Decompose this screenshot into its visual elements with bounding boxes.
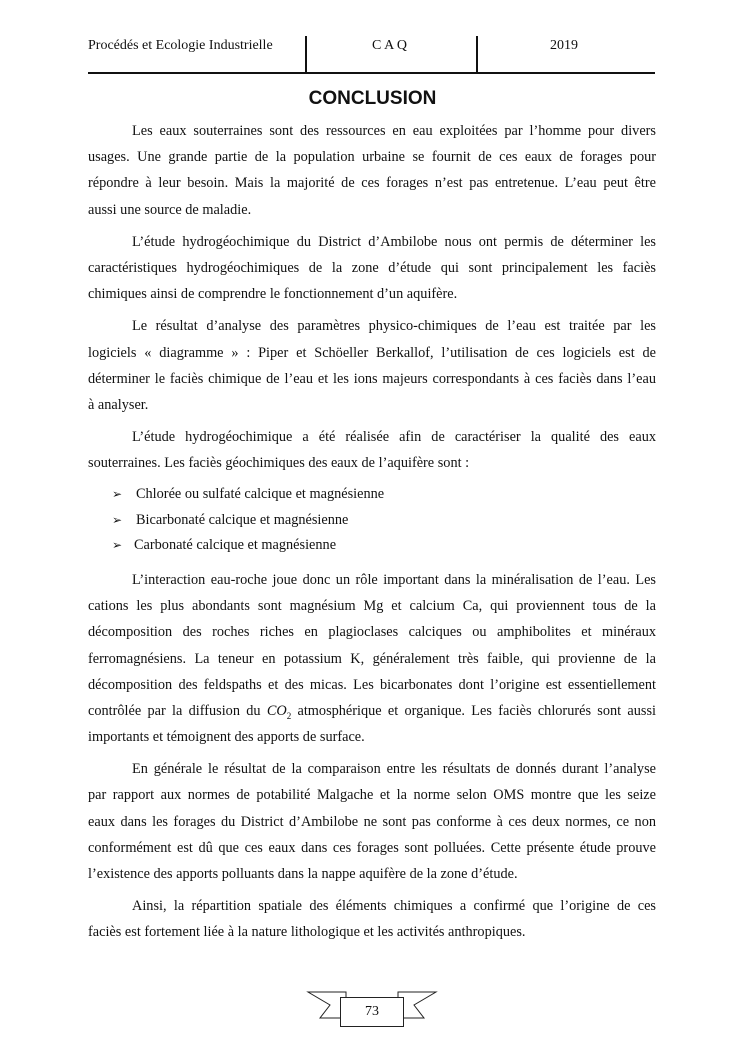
text-line: Ainsi, la répartition spatiale des éléments chimiques a confirmé que l’origine de ces <box>132 898 656 915</box>
text-line: caractéristiques hydrogéochimiques de la zone d’étude qui sont principalement les faciès <box>88 259 656 276</box>
text-line: L’étude hydrogéochimique a été réalisée afin de caractériser la qualité des eaux <box>132 429 656 446</box>
header-right: 2019 <box>550 38 578 53</box>
page-number: 73 <box>340 997 404 1027</box>
body-text <box>88 118 656 952</box>
text-line: faciès est fortement liée à la nature lithologique et les activités anthropiques. <box>88 924 526 941</box>
arrow-bullet-icon: ➢ <box>112 538 123 553</box>
text-line: souterraines. Les faciès géochimiques des eaux de l’aquifère sont : <box>88 455 470 472</box>
paragraph <box>88 313 656 418</box>
text-line: conformément est dû que ces eaux dans ces forages sont polluées. Cette présente étude prouve <box>88 839 656 856</box>
text-line: par rapport aux normes de potabilité Malgache et la norme selon OMS montre que les seize <box>88 787 656 804</box>
header-center: C A Q <box>372 38 408 53</box>
list-item: ➢ Bicarbonaté calcique et magnésienne <box>88 508 656 534</box>
text-line: déterminer le faciès chimique de l’eau et les ions majeurs correspondants à ces faciès dans l’eau <box>88 370 656 387</box>
paragraph <box>88 424 656 476</box>
text-line: Le résultat d’analyse des paramètres physico-chimiques de l’eau est traitée par les <box>132 318 656 335</box>
header-divider <box>305 36 307 74</box>
text-line: Les eaux souterraines sont des ressources en eau exploitées par l’homme pour divers <box>132 123 656 139</box>
header-left: Procédés et Ecologie Industrielle <box>88 38 273 53</box>
page-title: CONCLUSION <box>308 88 437 109</box>
paragraph <box>88 756 656 887</box>
bullet-list <box>88 482 656 559</box>
arrow-bullet-icon: ➢ <box>112 512 123 527</box>
paragraph <box>88 229 656 308</box>
text-line: chimiques ainsi de comprendre le fonctionnement d’un aquifère. <box>88 286 458 303</box>
co2-line: contrôlée par la diffusion du $CO_2$ atmosphérique et organique. Les faciès chlorurés sont aussi <box>88 702 656 721</box>
list-item: ➢ Carbonaté calcique et magnésienne <box>88 533 656 559</box>
arrow-bullet-icon: ➢ <box>112 487 123 502</box>
text-line: répondre à leur besoin. Mais la majorité de ces forages n’est pas entretenue. L’eau peut être <box>88 175 656 192</box>
co2-formula: $CO_2$ <box>266 702 292 721</box>
text-line: eaux dans les forages du District d’Ambilobe ne sont pas conforme à ces deux normes, ce non <box>88 813 656 830</box>
text-line: En générale le résultat de la comparaison entre les résultats de donnés durant l’analyse <box>132 761 656 778</box>
text-line: usages. Une grande partie de la population urbaine se fournit de ces eaux de forages pour <box>88 149 656 166</box>
text-line: logiciels « diagramme » : Piper et Schöeller Berkallof, l’utilisation de ces logiciels est de <box>88 344 656 361</box>
text-line: aussi une source de maladie. <box>88 201 252 218</box>
header-divider <box>476 36 478 74</box>
list-item: ➢ Chlorée ou sulfaté calcique et magnésienne <box>88 482 656 508</box>
header-rule <box>88 72 655 74</box>
paragraph: L’interaction eau-roche joue donc un rôle important dans la minéralisation de l’eau. Les cations les plus abondants sont magnésium Mg et calcium Ca, qui proviennent tous de la décomposition des roches riches en plagioclases calciques ou amphibolites et minéraux ferromagnésiens. La teneur en potassium K, généralement très faible, qui provienne de la décomposition des feldspaths et des micas. Les bicarbonates dont l’origine est essentiellement contrôlée par la diffusion du $CO_2$ atmosphérique et organique. Les faciès chlorurés sont aussi importants et témoignent des apports de surface. <box>88 571 656 746</box>
text-line: à analyser. <box>88 396 149 413</box>
text-line: l’existence des apports polluants dans la nappe aquifère de la zone d’étude. <box>88 866 518 882</box>
paragraph <box>88 118 656 223</box>
paragraph <box>88 893 656 945</box>
text-line: L’étude hydrogéochimique du District d’Ambilobe nous ont permis de déterminer les <box>132 233 656 250</box>
